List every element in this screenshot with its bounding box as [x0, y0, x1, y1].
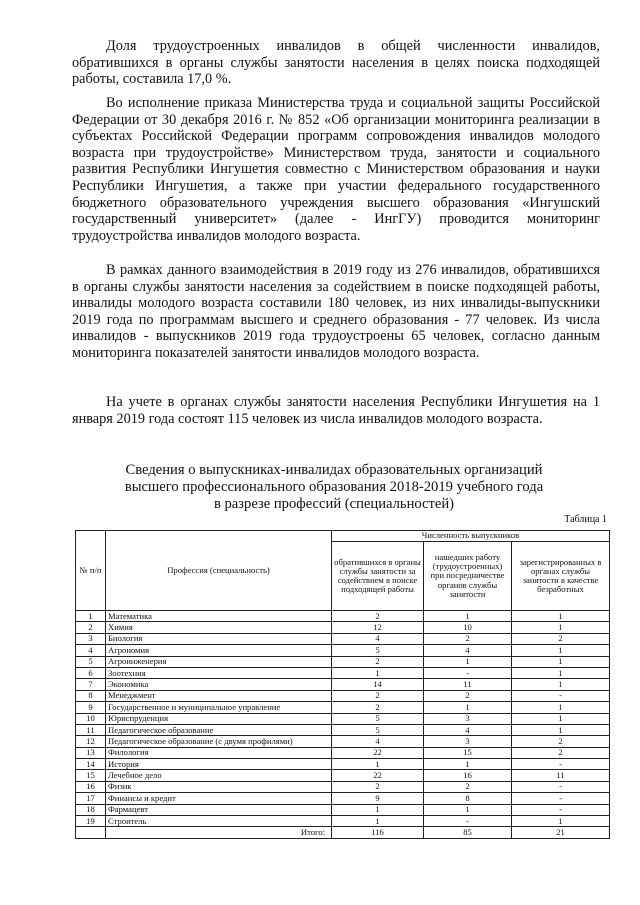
- cell-applied: 2: [332, 690, 424, 701]
- table-row: [76, 622, 610, 633]
- cell-employed: 2: [424, 690, 512, 701]
- cell-applied: 2: [332, 611, 424, 622]
- cell-employed: 8: [424, 793, 512, 804]
- cell-unemployed: 1: [512, 713, 610, 724]
- cell-number: 18: [76, 804, 106, 815]
- cell-unemployed: 11: [512, 770, 610, 781]
- cell-number: 10: [76, 713, 106, 724]
- cell-applied: 9: [332, 793, 424, 804]
- paragraph: Во исполнение приказа Министерства труда и социальной защиты Российской Федерации от 30 декабря 2016 г. № 852 «Об организации мониторинга реализации в субъектах Российской Федерации программ сопровождения инвалидов молодого возраста при трудоустройстве» Министерством труда, занятости и социального развития Республики Ингушетия совместно с Министерством образования и науки Республики Ингушетия, а также при участии федерального государственного бюджетного образовательного учреждения высшего образования «Ингушский государственный университет» (далее - ИнгГУ) проводится мониторинг трудоустройства инвалидов молодого возраста.: [72, 95, 600, 244]
- cell-profession: Строитель: [106, 816, 332, 827]
- paragraph: Доля трудоустроенных инвалидов в общей численности инвалидов, обратившихся в органы службы занятости населения в целях поиска подходящей работы, составила 17,0 %.: [72, 38, 600, 88]
- cell-number: 7: [76, 679, 106, 690]
- cell-number: 15: [76, 770, 106, 781]
- paragraph: В рамках данного взаимодействия в 2019 году из 276 инвалидов, обратившихся в органы службы занятости населения за содействием в поиске подходящей работы, инвалиды молодого возраста составили 180 человек, из них инвалиды-выпускники 2019 года по программам высшего и среднего образования - 77 человек. Из числа инвалидов - выпускников 2019 года трудоустроены 65 человек, согласно данным мониторинга показателей занятости инвалидов молодого возраста.: [72, 262, 600, 361]
- cell-number: 4: [76, 645, 106, 656]
- header-profession: Профессия (специальность): [106, 531, 332, 611]
- cell-employed: 1: [424, 804, 512, 815]
- cell-employed: 1: [424, 702, 512, 713]
- cell-number: 11: [76, 724, 106, 735]
- cell-applied: 5: [332, 645, 424, 656]
- cell-applied: 2: [332, 781, 424, 792]
- cell-employed: 1: [424, 656, 512, 667]
- paragraph-2-block: [72, 95, 600, 244]
- cell-unemployed: 1: [512, 724, 610, 735]
- cell-applied: 2: [332, 656, 424, 667]
- cell-employed: 3: [424, 713, 512, 724]
- header-unemployed: зарегистрированных в органах службы занятости в качестве безработных: [512, 542, 610, 611]
- cell-profession: Экономика: [106, 679, 332, 690]
- cell-applied: 1: [332, 816, 424, 827]
- total-unemployed: 21: [512, 827, 610, 839]
- cell-profession: Зоотехния: [106, 667, 332, 678]
- cell-unemployed: 1: [512, 611, 610, 622]
- cell-number: 2: [76, 622, 106, 633]
- table-row: [76, 816, 610, 827]
- cell-unemployed: 1: [512, 645, 610, 656]
- cell-applied: 4: [332, 633, 424, 644]
- cell-unemployed: 2: [512, 736, 610, 747]
- cell-number: 19: [76, 816, 106, 827]
- cell-number: 3: [76, 633, 106, 644]
- cell-unemployed: 1: [512, 656, 610, 667]
- table-row: [76, 770, 610, 781]
- table-row: [76, 656, 610, 667]
- cell-applied: 14: [332, 679, 424, 690]
- cell-number: 14: [76, 759, 106, 770]
- cell-unemployed: -: [512, 690, 610, 701]
- cell-unemployed: -: [512, 793, 610, 804]
- cell-profession: Агрономия: [106, 645, 332, 656]
- cell-employed: -: [424, 816, 512, 827]
- cell-profession: Юриспруденция: [106, 713, 332, 724]
- cell-employed: 2: [424, 781, 512, 792]
- cell-number: 12: [76, 736, 106, 747]
- cell-employed: 3: [424, 736, 512, 747]
- table-row: [76, 645, 610, 656]
- cell-profession: Лечебное дело: [106, 770, 332, 781]
- total-row: [76, 827, 610, 839]
- cell-number: 17: [76, 793, 106, 804]
- cell-number: 9: [76, 702, 106, 713]
- total-applied: 116: [332, 827, 424, 839]
- cell-employed: 1: [424, 759, 512, 770]
- cell-number: 1: [76, 611, 106, 622]
- cell-unemployed: 2: [512, 633, 610, 644]
- cell-profession: Физик: [106, 781, 332, 792]
- cell-applied: 4: [332, 736, 424, 747]
- cell-unemployed: 2: [512, 747, 610, 758]
- table-row: [76, 759, 610, 770]
- graduates-table: [75, 530, 610, 839]
- paragraph: На учете в органах службы занятости населения Республики Ингушетия на 1 января 2019 года состоят 115 человек из числа инвалидов молодого возраста.: [72, 394, 600, 427]
- cell-unemployed: -: [512, 804, 610, 815]
- total-label: Итого:: [106, 827, 332, 839]
- cell-unemployed: 1: [512, 679, 610, 690]
- table-row: [76, 702, 610, 713]
- cell-employed: 16: [424, 770, 512, 781]
- cell-profession: Химия: [106, 622, 332, 633]
- cell-employed: 4: [424, 645, 512, 656]
- paragraph-3-block: [72, 262, 600, 362]
- cell-applied: 2: [332, 702, 424, 713]
- cell-number: 13: [76, 747, 106, 758]
- cell-employed: 1: [424, 611, 512, 622]
- cell-applied: 12: [332, 622, 424, 633]
- table-row: [76, 690, 610, 701]
- cell-profession: Менеджмент: [106, 690, 332, 701]
- table-row: [76, 667, 610, 678]
- cell-profession: История: [106, 759, 332, 770]
- cell-unemployed: -: [512, 759, 610, 770]
- header-applied: обратившихся в органы службы занятости за содействием в поиске подходящей работы: [332, 542, 424, 611]
- cell-employed: 2: [424, 633, 512, 644]
- cell-profession: Финансы и кредит: [106, 793, 332, 804]
- cell-employed: 15: [424, 747, 512, 758]
- paragraph-4-block: [72, 394, 600, 427]
- cell-applied: 5: [332, 724, 424, 735]
- cell-profession: Педагогическое образование (с двумя профилями): [106, 736, 332, 747]
- table-row: [76, 804, 610, 815]
- cell-applied: 1: [332, 759, 424, 770]
- table-row: [76, 793, 610, 804]
- paragraph-1-block: [72, 38, 600, 88]
- cell-unemployed: -: [512, 781, 610, 792]
- cell-profession: Педагогическое образование: [106, 724, 332, 735]
- cell-applied: 22: [332, 770, 424, 781]
- table-row: [76, 611, 610, 622]
- cell-profession: Агроинженерия: [106, 656, 332, 667]
- cell-number: 16: [76, 781, 106, 792]
- cell-unemployed: 1: [512, 622, 610, 633]
- cell-applied: 22: [332, 747, 424, 758]
- table-row: [76, 747, 610, 758]
- cell-number: 5: [76, 656, 106, 667]
- table-row: [76, 736, 610, 747]
- total-employed: 85: [424, 827, 512, 839]
- cell-profession: Биология: [106, 633, 332, 644]
- table-row: [76, 781, 610, 792]
- cell-applied: 1: [332, 804, 424, 815]
- cell-profession: Математика: [106, 611, 332, 622]
- table-row: [76, 633, 610, 644]
- table-row: [76, 679, 610, 690]
- header-number: № п/п: [76, 531, 106, 611]
- cell-applied: 5: [332, 713, 424, 724]
- caption-line: Сведения о выпускниках-инвалидах образовательных организаций: [125, 462, 543, 478]
- cell-applied: 1: [332, 667, 424, 678]
- cell-profession: Филология: [106, 747, 332, 758]
- cell-employed: 11: [424, 679, 512, 690]
- cell-unemployed: 1: [512, 816, 610, 827]
- table-row: [76, 724, 610, 735]
- cell-employed: 10: [424, 622, 512, 633]
- cell-employed: 4: [424, 724, 512, 735]
- table-body: [76, 611, 610, 827]
- cell-profession: Фармацевт: [106, 804, 332, 815]
- table-row: [76, 713, 610, 724]
- cell-number: 6: [76, 667, 106, 678]
- cell-unemployed: 1: [512, 667, 610, 678]
- cell-number: 8: [76, 690, 106, 701]
- cell-employed: -: [424, 667, 512, 678]
- caption-line: высшего профессионального образования 2018-2019 учебного года: [124, 479, 544, 495]
- cell-profession: Государственное и муниципальное управление: [106, 702, 332, 713]
- caption-line: в разрезе профессий (специальностей): [213, 496, 455, 512]
- header-group: Численность выпускников: [332, 531, 610, 542]
- header-employed: нашедших работу (трудоустроенных) при посредничестве органов службы занятости: [424, 542, 512, 611]
- table-caption: [60, 462, 608, 513]
- table-number-label: Таблица 1: [564, 514, 607, 525]
- cell-unemployed: 1: [512, 702, 610, 713]
